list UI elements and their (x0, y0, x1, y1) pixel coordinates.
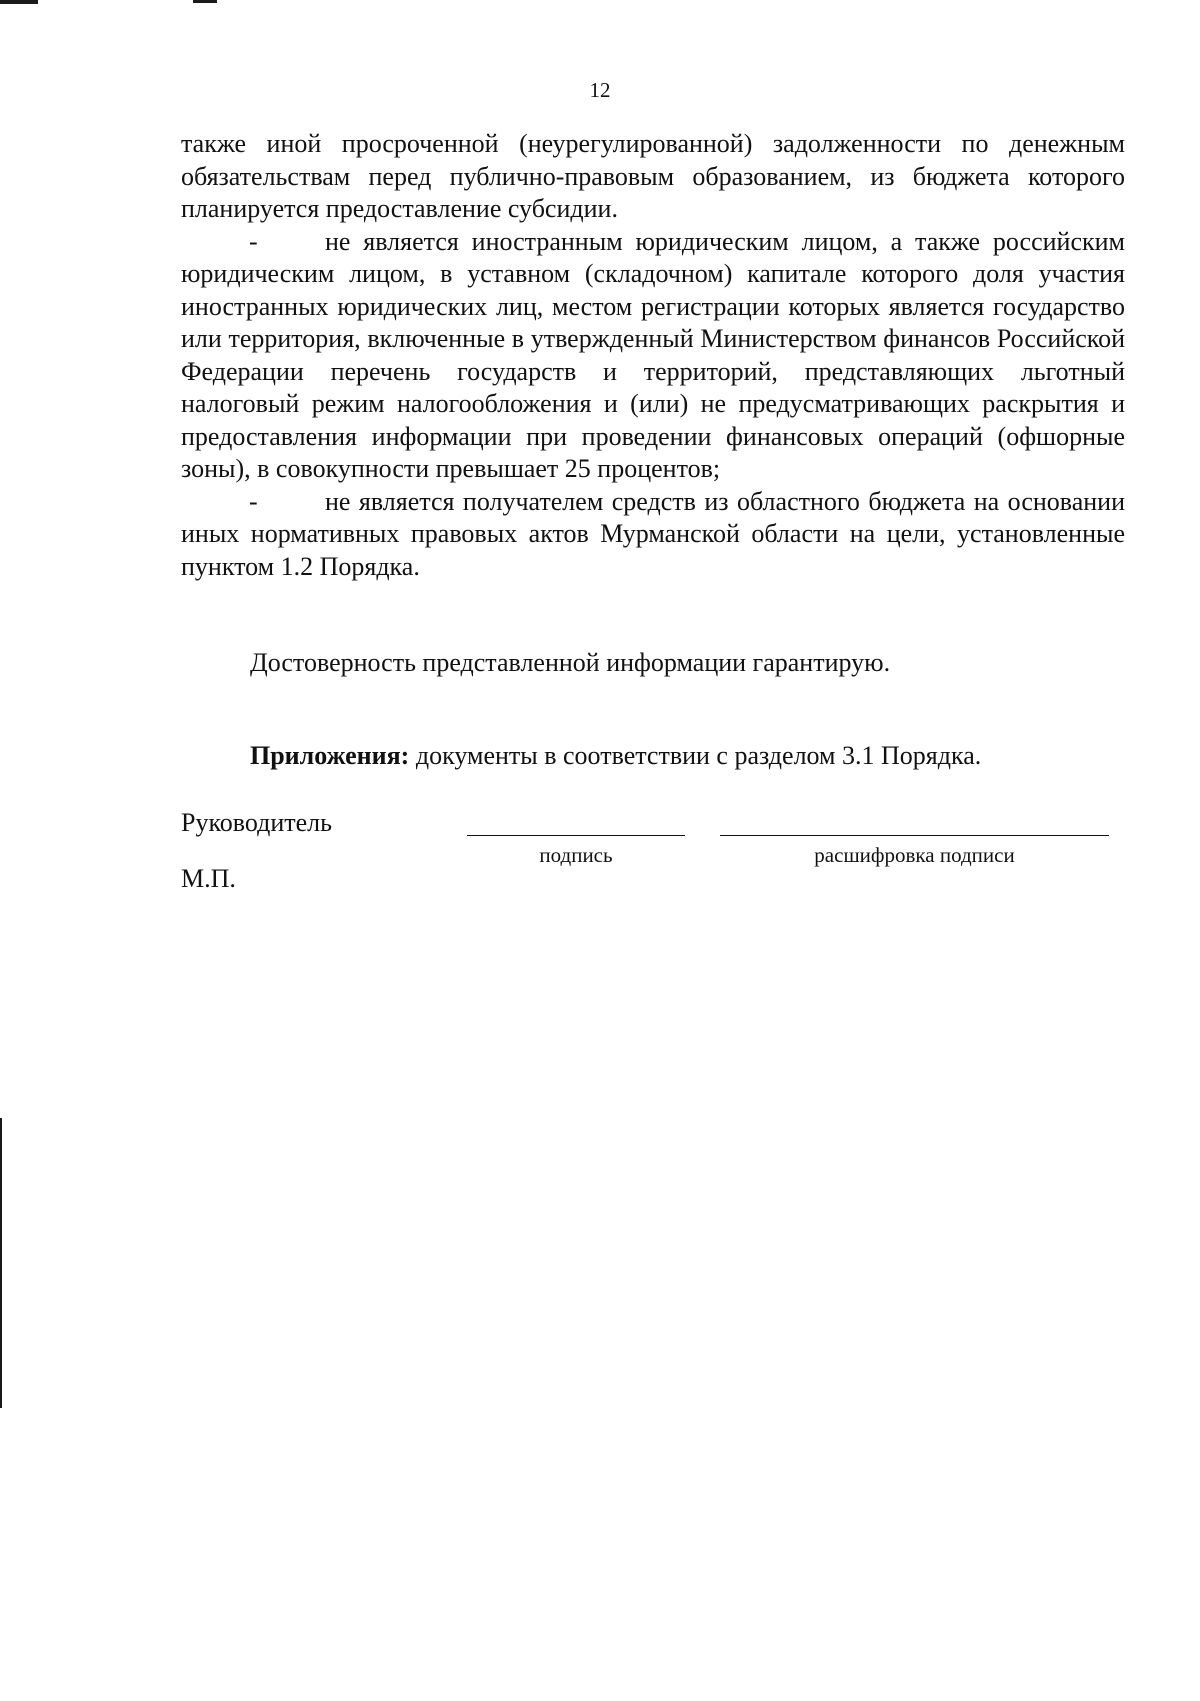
document-body (181, 128, 1125, 583)
page-number: 12 (589, 78, 611, 102)
scan-edge-mark-side (0, 1118, 2, 1408)
paragraph-foreign-entity-text: не является иностранным юридическим лицом, а также российским юридическим лицом, в уставном (складочном) капитале которого доля участия иностранных юридических лиц, местом регистрации которых является государство или территория, включенные в утвержденный Министерством финансов Российской Федерации перечень государств и территорий, представляющих льготный налоговый режим налогообложения и (или) не предусматривающих раскрытия и предоставления информации при проведении финансовых операций (офшорные зоны), в совокупности превышает 25 процентов; (181, 226, 1125, 483)
paragraph-not-recipient-text: не является получателем средств из областного бюджета на основании иных нормативных правовых актов Мурманской области на цели, установленные пунктом 1.2 Порядка. (181, 486, 1125, 581)
paragraph-debt: также иной просроченной (неурегулированной) задолженности по денежным обязательствам перед публично-правовым образованием, из бюджета которого планируется предоставление субсидии. (181, 129, 1125, 223)
scan-edge-mark-left (0, 0, 38, 4)
stamp-label: М.П. (181, 864, 236, 893)
signature-decode-caption: расшифровка подписи (814, 843, 1015, 867)
paragraph-foreign-entity (181, 226, 1125, 486)
signature-caption: подпись (539, 843, 613, 867)
attachments-text: документы в соответствии с разделом 3.1 Порядка. (409, 741, 982, 770)
bullet-dash: - (249, 226, 258, 256)
bullet-dash: - (249, 486, 258, 516)
head-label: Руководитель (181, 808, 332, 837)
signature-line (467, 835, 685, 836)
scan-edge-mark-center (193, 0, 217, 3)
guarantee-statement: Достоверность представленной информации гарантирую. (250, 648, 891, 677)
attachments-line (250, 741, 981, 771)
paragraph-not-recipient (181, 486, 1125, 584)
attachments-label: Приложения: (250, 741, 410, 770)
signature-decode-line (720, 835, 1109, 836)
